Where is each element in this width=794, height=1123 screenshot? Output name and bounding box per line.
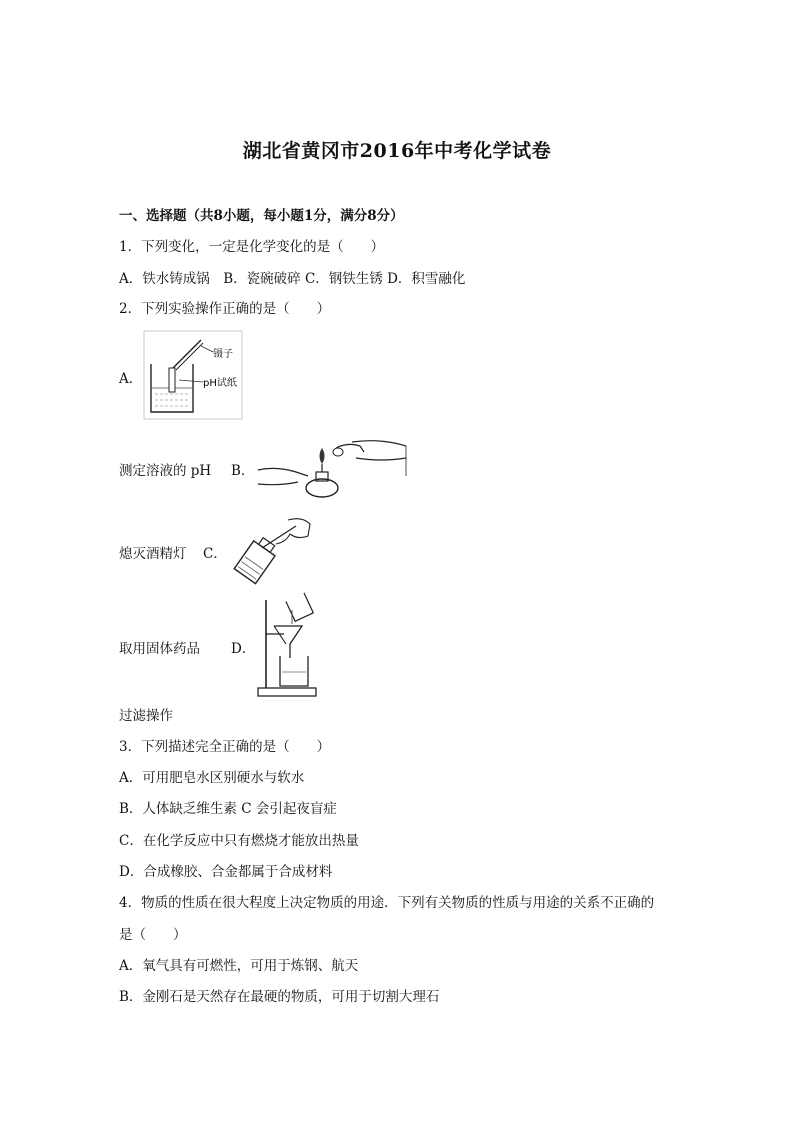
question-4-option-b: B．金刚石是天然存在最硬的物质，可用于切割大理石 [119, 989, 440, 1005]
tweezers-label: 镊子 [213, 349, 233, 360]
ph-test-figure [143, 330, 243, 420]
question-3-stem: 3．下列描述完全正确的是（ ） [119, 739, 331, 755]
question-3-option-b: B．人体缺乏维生素 C 会引起夜盲症 [119, 801, 337, 817]
question-4-stem: 4．物质的性质在很大程度上决定物质的用途．下列有关物质的性质与用途的关系不正确的 [119, 895, 655, 911]
question-3-option-d: D．合成橡胶、合金都属于合成材料 [119, 864, 333, 880]
question-3-option-c: C．在化学反应中只有燃烧才能放出热量 [119, 833, 359, 849]
question-2-stem: 2．下列实验操作正确的是（ ） [119, 301, 331, 317]
q2-option-b-caption: 熄灭酒精灯 [119, 546, 187, 562]
q2-option-c-caption: 取用固体药品 [119, 641, 200, 657]
q2-option-d-caption: 过滤操作 [119, 708, 173, 724]
q2-option-a-caption: 测定溶液的 pH [119, 463, 212, 479]
q2-option-b-letter: B． [231, 463, 255, 479]
section-heading: 一、选择题（共8小题，每小题1分，满分8分） [119, 208, 404, 224]
solid-reagent-figure [228, 516, 312, 592]
q2-option-a-letter: A． [119, 371, 143, 387]
q2-option-d-letter: D． [231, 641, 256, 657]
page-title: 湖北省黄冈市2016年中考化学试卷 [242, 140, 552, 162]
question-4-stem-cont: 是（ ） [119, 927, 187, 943]
question-1-options: A．铁水铸成锅 B．瓷碗破碎 C．钢铁生锈 D．积雪融化 [119, 271, 466, 287]
q2-option-c-letter: C． [203, 546, 227, 562]
alcohol-lamp-figure [256, 436, 408, 504]
filtration-figure [256, 592, 320, 700]
question-3-option-a: A．可用肥皂水区别硬水与软水 [119, 770, 305, 786]
ph-paper-label: pH试纸 [203, 378, 237, 389]
question-4-option-a: A．氧气具有可燃性，可用于炼钢、航天 [119, 958, 359, 974]
question-1-stem: 1．下列变化，一定是化学变化的是（ ） [119, 239, 385, 255]
